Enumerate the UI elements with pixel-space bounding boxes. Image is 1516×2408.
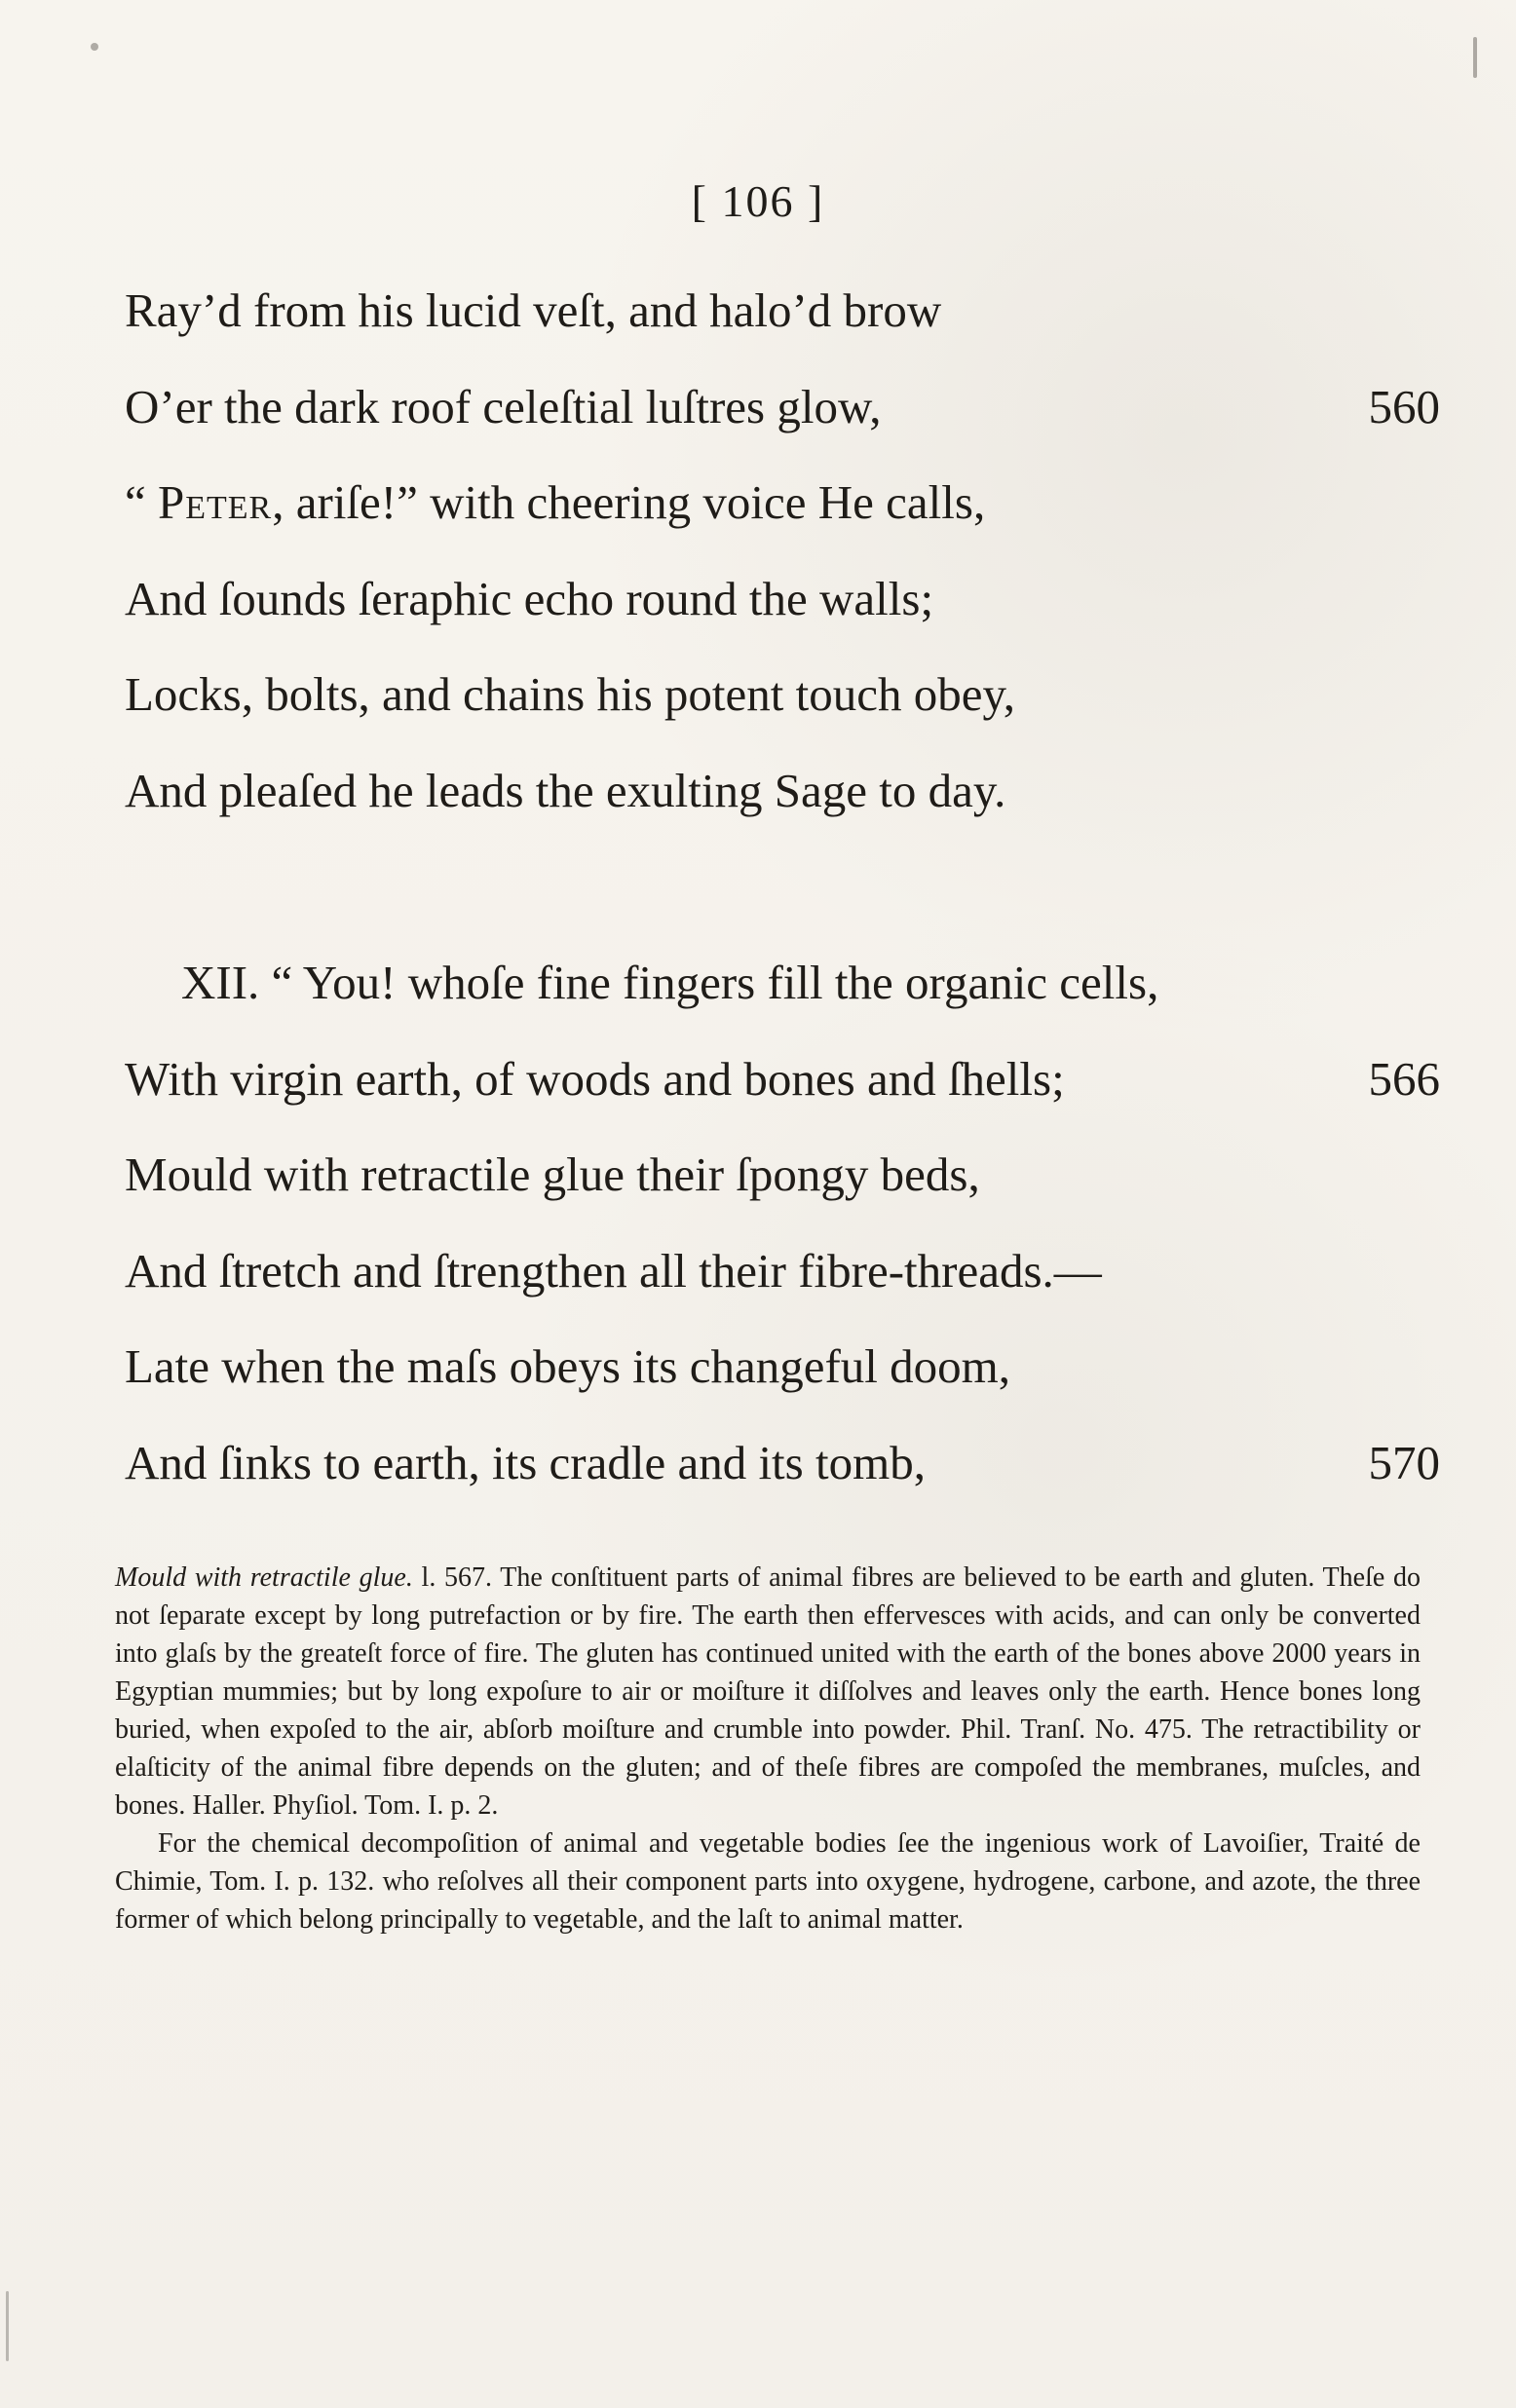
poem-line-text: Mould with retractile glue their ſpongy beds,: [125, 1148, 980, 1201]
footnote-paragraph-two: For the chemical decompoſition of animal and vegetable bodies ſee the ingenious work of Lavoiſier, Traité de Chimie, Tom. I. p. 132. who reſolves all their component parts into oxygene, hydrogene, carbone, and azote, the three former of which belong principally to vegetable, and the laſt to animal matter.: [115, 1828, 1421, 1935]
page-edge-mark: [6, 2291, 9, 2361]
poem-line: [125, 551, 1440, 648]
poem-line-text: With virgin earth, of woods and bones and ſhells;: [125, 1051, 1065, 1106]
poem-line-text: Ray’d from his lucid veſt, and halo’d brow: [125, 283, 942, 337]
poem-line-text: XII. “ You! whoſe fine fingers fill the organic cells,: [181, 956, 1159, 1009]
poem-line: [125, 1127, 1440, 1223]
line-number: 570: [1368, 1435, 1440, 1489]
page-number: [ 106 ]: [691, 176, 825, 226]
poem-line-text: And ſtretch and ſtrengthen all their fibre-threads.—: [125, 1243, 1102, 1298]
footnote-text: l. 567. The conſtituent parts of animal fibres are believed to be earth and gluten. Theſe do not ſeparate except by long putrefaction or by fire. The earth then effervesces with acids, and can only be converted into glaſs by the greateſt force of fire. The gluten has continued united with the earth of the bones above 2000 years in Egyptian mummies; but by long expoſure to air or moiſture it diſſolves and leaves only the earth. Hence bones long buried, when expoſed to the air, abſorb moiſture and crumble into powder. Phil. Tranſ. No. 475. The retractibility or elaſticity of the animal fibre depends on the gluten; and of theſe fibres are compoſed the membranes, muſcles, and bones. Haller. Phyſiol. Tom. I. p. 2.: [115, 1562, 1421, 1821]
poem-line: [125, 455, 1440, 551]
poem-line-text: O’er the dark roof celeſtial luſtres glow,: [125, 379, 882, 433]
poem-line: [125, 1319, 1440, 1415]
poem-line-text: And pleaſed he leads the exulting Sage to day.: [125, 763, 1006, 817]
poem-line: [125, 647, 1440, 743]
poem-line-prefix: “: [125, 475, 146, 529]
poem-line: [125, 263, 1440, 359]
footnote-paragraph-one: [115, 1559, 1421, 1825]
page-mark: [1473, 37, 1477, 78]
poem-line-text: Late when the maſs obeys its changeful doom,: [125, 1339, 1010, 1393]
line-number: 560: [1368, 379, 1440, 433]
footnote-block: [115, 1559, 1421, 1938]
poem-line: [125, 1223, 1440, 1320]
poem-line-text: Locks, bolts, and chains his potent touch obey,: [125, 667, 1016, 721]
page-speck: [91, 43, 98, 51]
poem-stanza-one: [125, 263, 1440, 839]
poem-line: [125, 359, 1440, 456]
poem-line: [125, 1032, 1440, 1128]
poem-stanza-two: [125, 935, 1440, 1511]
line-number: 566: [1368, 1051, 1440, 1106]
poem-line-text: And ſinks to earth, its cradle and its tomb,: [125, 1435, 926, 1489]
footnote-label: Mould with retractile glue.: [115, 1562, 413, 1593]
speaker-name: Peter: [158, 475, 273, 529]
poem-line: [125, 743, 1440, 840]
poem-line: [125, 935, 1440, 1032]
poem-line: [125, 1415, 1440, 1512]
poem-line-text: , ariſe!” with cheering voice He calls,: [272, 475, 986, 529]
poem-line-text: And ſounds ſeraphic echo round the walls;: [125, 571, 934, 625]
